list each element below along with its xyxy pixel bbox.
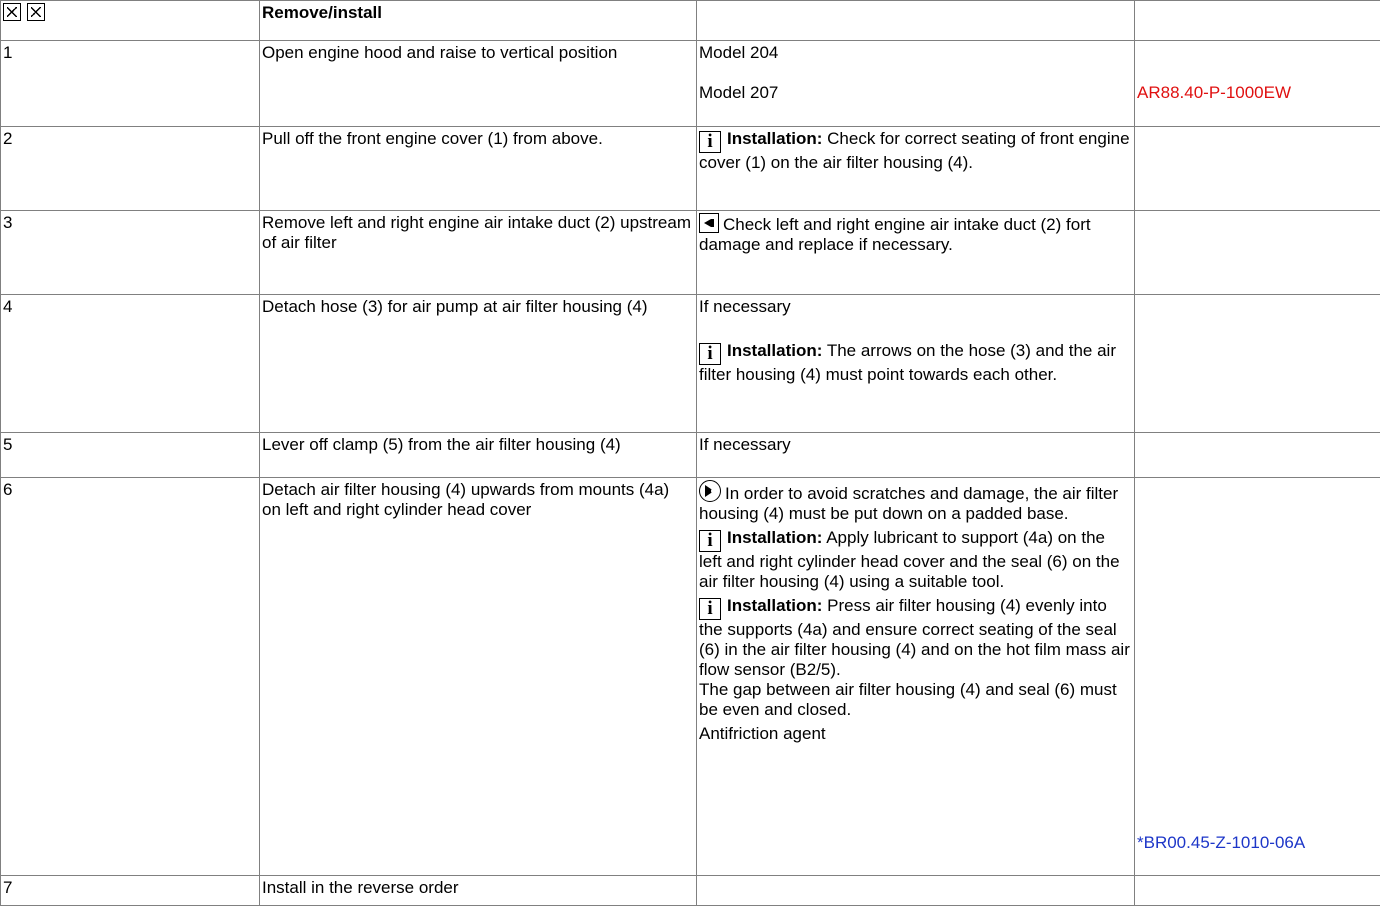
note-text: Press air filter housing (4) evenly into the supports (4a) and ensure correct seating of the seal (6) in the air filter housing (4) and on the hot film mass air flow sensor (B2/5). [699,596,1130,679]
info-icon: i [699,343,721,365]
note-label: Installation: [727,341,823,360]
step-number: 2 [1,127,260,211]
table-row [1,41,1380,127]
step-remark [697,211,1135,295]
note-label: Installation: [727,528,823,547]
step-number: 6 [1,478,260,876]
table-row [1,433,1380,478]
expand-all-icon[interactable] [3,3,21,21]
step-action: Remove left and right engine air intake duct (2) upstream of air filter [260,211,697,295]
note-text: Check left and right engine air intake duct (2) fort damage and replace if necessary. [699,215,1091,254]
step-action: Pull off the front engine cover (1) from above. [260,127,697,211]
step-remark [697,478,1135,876]
step-number: 7 [1,876,260,906]
collapse-all-icon[interactable] [27,3,45,21]
step-remark [697,127,1135,211]
table-row [1,295,1380,433]
table-row [1,211,1380,295]
step-reference [1135,295,1380,433]
check-icon [699,213,719,233]
remark-model-204: Model 204 [699,43,779,62]
note-label: Installation: [727,129,823,148]
step-number: 5 [1,433,260,478]
info-icon: i [699,131,721,153]
risk-of-damage-icon [699,480,721,502]
step-number: 3 [1,211,260,295]
remark-model-207: Model 207 [699,83,779,102]
remark-text: If necessary [699,297,791,316]
header-empty-cell [1135,1,1380,41]
note-text: Apply lubricant to support (4a) on the left and right cylinder head cover and the seal (6) on the air filter housing (4) using a suitable tool. [699,528,1120,591]
step-reference [1135,41,1380,127]
step-action: Install in the reverse order [260,876,697,906]
table-row [1,127,1380,211]
table-row [1,876,1380,906]
reference-link[interactable]: AR88.40-P-1000EW [1137,83,1292,102]
step-reference [1135,876,1380,906]
step-remark [697,41,1135,127]
agent-text: Antifriction agent [699,724,826,743]
info-icon: i [699,530,721,552]
table-row [1,478,1380,876]
step-reference [1135,211,1380,295]
note-extra-text: The gap between air filter housing (4) and seal (6) must be even and closed. [699,680,1117,719]
step-reference [1135,433,1380,478]
step-number: 1 [1,41,260,127]
step-remark [697,876,1135,906]
note-text: Check for correct seating of front engine cover (1) on the air filter housing (4). [699,129,1130,172]
step-number: 4 [1,295,260,433]
step-action: Detach hose (3) for air pump at air filter housing (4) [260,295,697,433]
note-label: Installation: [727,596,823,615]
step-action: Open engine hood and raise to vertical position [260,41,697,127]
step-action: Detach air filter housing (4) upwards from mounts (4a) on left and right cylinder head cover [260,478,697,876]
header-title: Remove/install [260,1,697,41]
header-empty-cell [697,1,1135,41]
info-icon: i [699,598,721,620]
note-text: The arrows on the hose (3) and the air filter housing (4) must point towards each other. [699,341,1116,384]
step-action: Lever off clamp (5) from the air filter housing (4) [260,433,697,478]
warning-text: In order to avoid scratches and damage, the air filter housing (4) must be put down on a padded base. [699,484,1119,523]
step-reference [1135,127,1380,211]
step-remark: If necessary [697,433,1135,478]
step-reference [1135,478,1380,876]
header-icons-cell [1,1,260,41]
reference-link[interactable]: *BR00.45-Z-1010-06A [1137,833,1306,852]
header-row [1,1,1380,41]
step-remark [697,295,1135,433]
